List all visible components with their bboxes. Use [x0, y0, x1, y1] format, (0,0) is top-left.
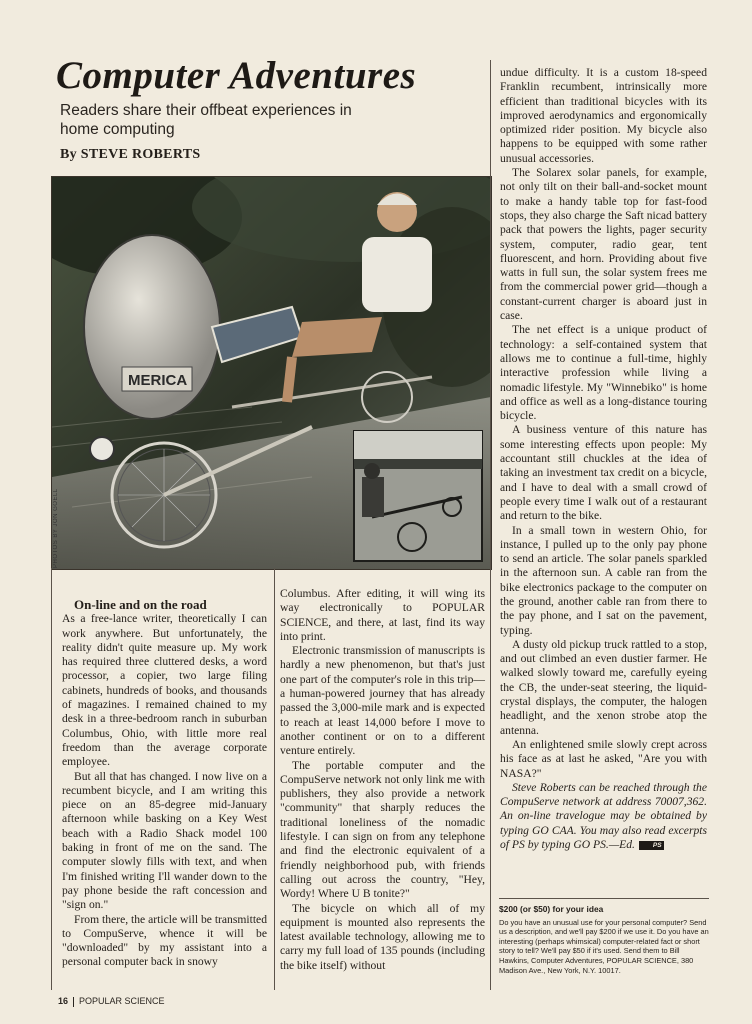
sidebar-title: $200 (or $50) for your idea — [499, 904, 604, 914]
editor-note — [500, 781, 707, 852]
sidebar-body: Do you have an unusual use for your personal computer? Send us a description, and we'll pay $200 if we use it. Do you have an interesting (perhaps whimsical) computer-related fact or short story to tell? We'll pay $50 if it's used. Send them to Bill Hawkins, Computer Adventures, POPULAR SCIENCE, 380 Madison Ave., New York, N.Y. 10017. — [499, 917, 709, 975]
paragraph: Electronic transmission of manuscripts is hardly a new phenomenon, but that's just one part of the computer's role in this trip—a human-powered journey that has already passed the 3,000-mile mark and is expected to reach at least 14,000 before I move to another continent or on to a different venture entirely. — [280, 644, 485, 758]
paragraph: The net effect is a unique product of technology: a self-contained system that allows me to continue a full-time, highly interactive profession while living a nomadic lifestyle. My "Winnebiko" is home and office as well as a long-distance touring bicycle. — [500, 323, 707, 423]
reader-ideas-sidebar — [499, 905, 709, 975]
section-subhead: On-line and on the road — [74, 597, 207, 612]
paragraph: But all that has changed. I now live on a recumbent bicycle, and I am writing this piece on an 85-degree mid-January afternoon while basking on a Key West beach with a Radio Shack model 100 baking in front of me on the sand. The computer slowly fills with text, and when I'm finished writing I'll wander down to the pay phone beside the raft concession and "sign on." — [62, 769, 267, 912]
article-column-right — [500, 66, 707, 852]
paragraph: Columbus. After editing, it will wing its way electronically to POPULAR SCIENCE, and there, at last, find its way into print. — [280, 587, 485, 643]
column-rule-left — [51, 568, 52, 990]
paragraph: An enlightened smile slowly crept across his face as at last he asked, "Are you with NASA?" — [500, 737, 707, 780]
article-column-middle — [280, 587, 485, 973]
column-rule-mid — [274, 568, 275, 990]
paragraph: The bicycle on which all of my equipment is mounted also represents the latest available technology, allowing me to carry my full load of 135 pounds (including the bike itself) without — [280, 901, 485, 972]
article-column-left — [62, 598, 267, 970]
sidebar-rule — [499, 898, 709, 899]
footer-divider — [73, 997, 74, 1007]
editor-note-text: Steve Roberts can be reached through the CompuServe network at address 70007,362. An on-line travelogue may be obtained by typing GO CAA. You may also read excerpts of PS by typing GO PS.—Ed. — [500, 780, 707, 852]
paragraph: A business venture of this nature has some interesting effects upon people: My accountant still chuckles at the idea of taking an investment tax credit on a bicycle, and I have to deal with a small crowd of people every time I walk out of a restaurant and return to the bike. — [500, 423, 707, 523]
paragraph: As a free-lance writer, theoretically I can work anywhere. But unfortunately, the reality didn't quite measure up. My work has required three cluttered desks, a word processor, a copier, two large filing cabinets, hundreds of books, and thousands of magazines. I remained chained to my desk in a three-bedroom ranch in suburban Columbus, Ohio, with little more real freedom than the average corporate employee. — [62, 612, 267, 769]
paragraph: The Solarex solar panels, for example, not only tilt on their ball-and-socket mount to make a handy table top for fast-food stops, they also charge the Saft nicad battery pack that powers the lights, pager security system, computer, radio gear, tent fluorescent, and horn. Providing about five watts in full sun, the solar system frees me from the commercial power grid—though a constant-current charger is aboard just in case. — [500, 166, 707, 323]
paragraph: The portable computer and the CompuServe network not only link me with publishers, they also provide a network "community" that sharply reduces the traditional loneliness of the nomadic lifestyle. I can sign on from any telephone and find the electronic equivalent of a friendly neighborhood pub, with friends calling out across the country, "Hey, Wordy! Where U B tonite?" — [280, 758, 485, 901]
paragraph: A dusty old pickup truck rattled to a stop, and out climbed an even dustier farmer. He walked slowly toward me, carefully eyeing the CB, the under-seat steering, the liquid-crystal displays, the computer, the halogen headlight, and the xenon strobe atop the antenna. — [500, 637, 707, 737]
page-footer — [58, 996, 165, 1007]
paragraph: undue difficulty. It is a custom 18-speed Franklin recumbent, intrinsically more efficient than traditional bicycles with its improved aerodynamics and ergonomically optimized rider position. My bicycle also happens to be equipped with some rather unusual accessories. — [500, 66, 707, 165]
column-rule-right — [490, 60, 491, 990]
photo-credit: PHOTOS BY JON GOELL — [53, 488, 59, 568]
fairing-sign-text: MERICA — [128, 372, 188, 389]
article-deck: Readers share their offbeat experiences in home computing — [60, 102, 352, 138]
end-mark-icon: PS — [639, 841, 664, 850]
article-photo — [51, 176, 492, 570]
byline: By STEVE ROBERTS — [60, 147, 201, 162]
publication-name: POPULAR SCIENCE — [79, 996, 165, 1006]
recumbent-bicycle-photo — [52, 177, 491, 569]
article-title: Computer Adventures — [56, 54, 417, 97]
page-number: 16 — [58, 996, 69, 1006]
paragraph: From there, the article will be transmitted to CompuServe, whence it will be "downloaded" by my assistant into a personal computer back in snowy — [62, 912, 267, 969]
paragraph: In a small town in western Ohio, for instance, I pulled up to the only pay phone to send an article. The solar panels sparkled in the afternoon sun. A cable ran from the bike electronics package to the computer on the ground, another cable ran from there to the pay phone, and I sat on the pavement, typing. — [500, 523, 707, 637]
